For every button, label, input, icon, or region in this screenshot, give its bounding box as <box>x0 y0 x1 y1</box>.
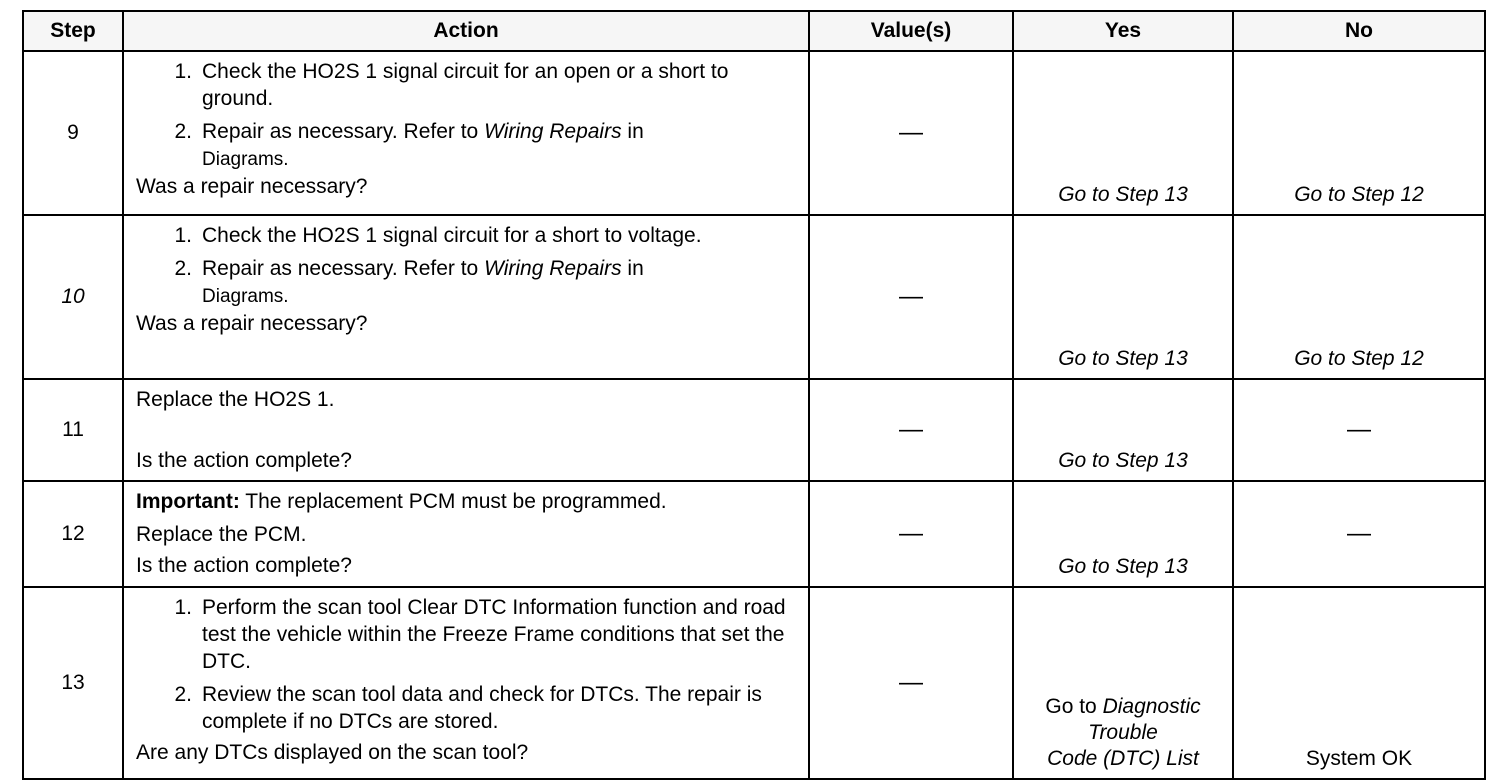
step-number: 10 <box>23 215 123 379</box>
no-cell: — <box>1233 481 1485 587</box>
wiring-repairs-reference: Wiring Repairs <box>484 257 622 280</box>
action-substep: 2. Repair as necessary. Refer to Wiring Repairs in Diagrams. <box>174 257 644 307</box>
table-row <box>23 481 1485 587</box>
no-cell: Go to Step 12 <box>1233 215 1485 379</box>
no-cell: System OK <box>1233 587 1485 779</box>
action-question: Is the action complete? <box>136 554 352 577</box>
header-yes: Yes <box>1013 11 1233 51</box>
yes-cell: Go to Step 13 <box>1013 215 1233 379</box>
action-substep: 1. Check the HO2S 1 signal circuit for a short to voltage. <box>174 224 702 247</box>
action-question: Is the action complete? <box>136 449 352 472</box>
value-cell: — <box>809 51 1013 215</box>
table-row <box>23 379 1485 481</box>
wiring-repairs-reference: Wiring Repairs <box>484 120 622 143</box>
yes-cell: Go to Step 13 <box>1013 51 1233 215</box>
step-number: 13 <box>23 587 123 779</box>
important-note: Important: The replacement PCM must be programmed. <box>136 490 667 513</box>
table-row <box>23 587 1485 779</box>
action-cell <box>123 587 809 779</box>
action-line: Replace the PCM. <box>136 523 307 546</box>
value-cell: — <box>809 215 1013 379</box>
header-row <box>23 11 1485 51</box>
action-cell <box>123 215 809 379</box>
value-cell: — <box>809 481 1013 587</box>
step-number: 11 <box>23 379 123 481</box>
important-label: Important: <box>136 490 240 513</box>
header-step: Step <box>23 11 123 51</box>
diagnostic-table <box>22 10 1486 780</box>
action-line: Replace the HO2S 1. <box>136 388 335 411</box>
no-cell: Go to Step 12 <box>1233 51 1485 215</box>
no-cell: — <box>1233 379 1485 481</box>
action-substep: 2. Review the scan tool data and check for DTCs. The repair is complete if no DTCs are stored. <box>174 683 762 733</box>
action-question: Was a repair necessary? <box>136 312 368 335</box>
yes-cell: Go to Diagnostic Trouble Code (DTC) List <box>1013 587 1233 779</box>
step-number: 12 <box>23 481 123 587</box>
action-question: Are any DTCs displayed on the scan tool? <box>136 741 529 764</box>
table-row <box>23 51 1485 215</box>
action-cell <box>123 481 809 587</box>
action-substep: 2. Repair as necessary. Refer to Wiring Repairs in Diagrams. <box>174 120 644 170</box>
action-substep: 1. Check the HO2S 1 signal circuit for an open or a short to ground. <box>174 60 729 110</box>
step-number: 9 <box>23 51 123 215</box>
action-cell <box>123 51 809 215</box>
header-action: Action <box>123 11 809 51</box>
action-question: Was a repair necessary? <box>136 175 368 198</box>
table-row <box>23 215 1485 379</box>
action-cell <box>123 379 809 481</box>
header-no: No <box>1233 11 1485 51</box>
yes-cell: Go to Step 13 <box>1013 481 1233 587</box>
action-substep: 1. Perform the scan tool Clear DTC Information function and road test the vehicle within the Freeze Frame conditions that set the DTC. <box>174 596 786 673</box>
value-cell: — <box>809 379 1013 481</box>
header-values: Value(s) <box>809 11 1013 51</box>
yes-cell: Go to Step 13 <box>1013 379 1233 481</box>
value-cell: — <box>809 587 1013 779</box>
